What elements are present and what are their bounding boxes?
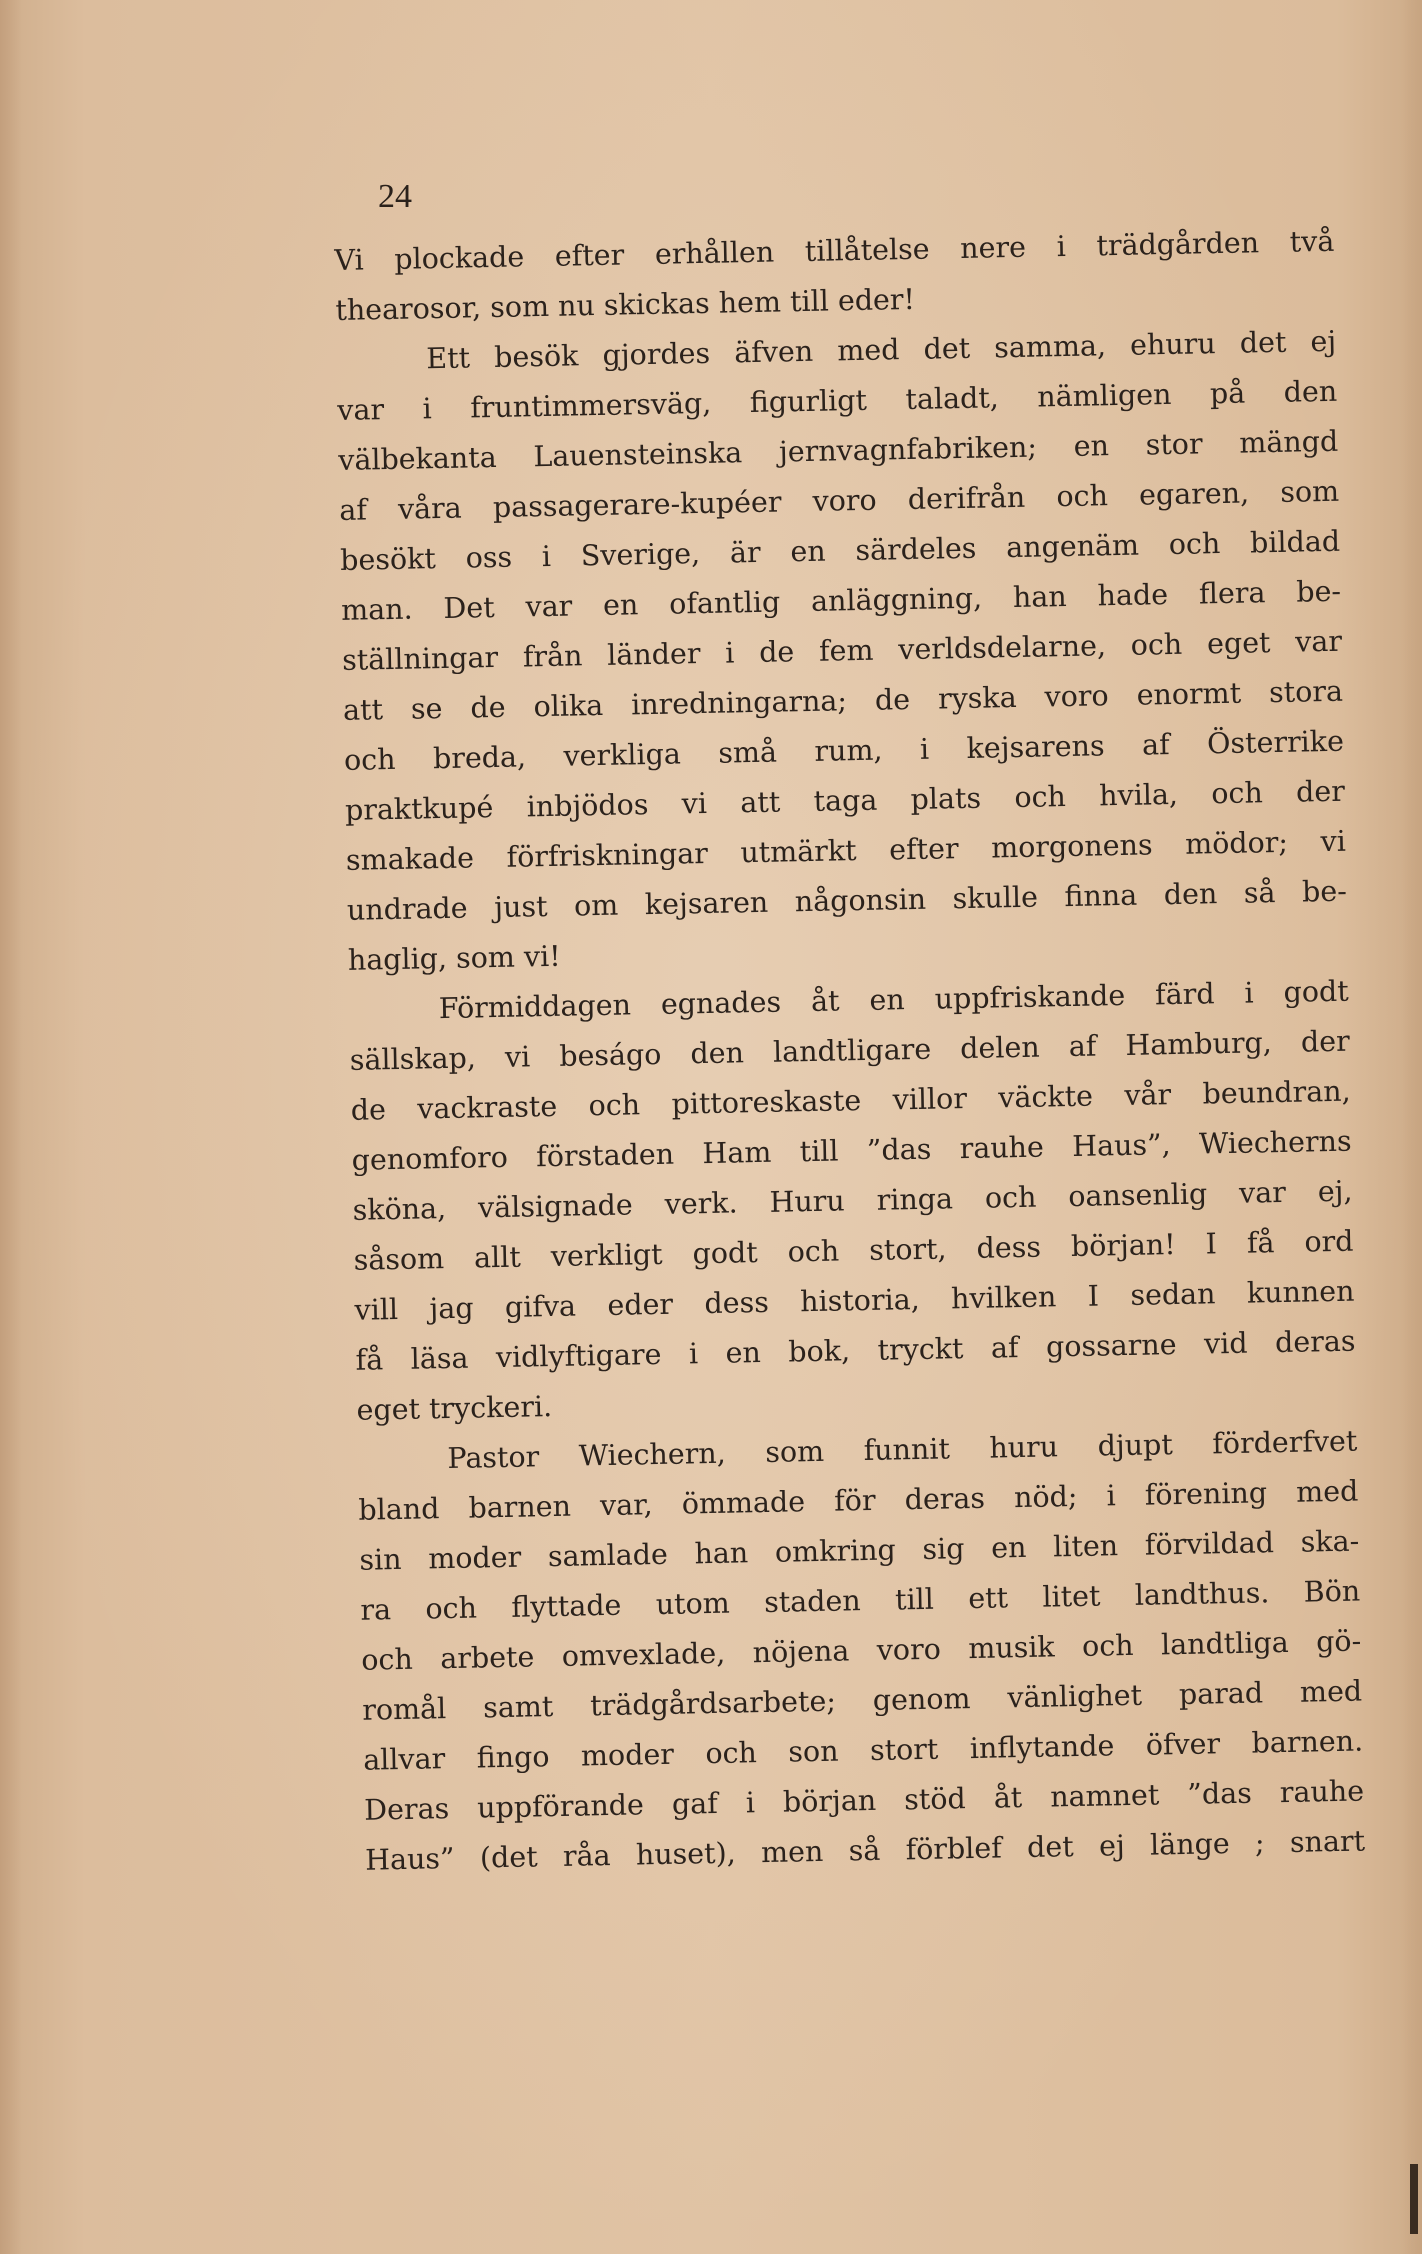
text-line: allvar fingo moder och son stort inflytande öfver barnen. xyxy=(362,1724,1364,1777)
text-line: man. Det var en ofantlig anläggning, han hade flera be- xyxy=(340,574,1342,627)
text-line: ställningar från länder i de fem verldsdelarne, och eget var xyxy=(341,624,1343,677)
page-number: 24 xyxy=(378,178,412,215)
text-line: få läsa vidlyftigare i en bok, tryckt af gossarne vid deras xyxy=(355,1324,1356,1377)
text-line: smakade förfriskningar utmärkt efter morgonens mödor; vi xyxy=(345,824,1347,877)
text-line: besökt oss i Sverige, är en särdeles angenäm och bildad xyxy=(339,524,1341,577)
text-line: såsom allt verkligt godt och stort, dess början! I få ord xyxy=(353,1224,1354,1277)
text-line: sin moder samlade han omkring sig en liten förvildad ska- xyxy=(359,1524,1360,1577)
text-line: undrade just om kejsaren någonsin skulle finna den så be- xyxy=(346,874,1348,927)
text-line: Pastor Wiechern, som funnit huru djupt förderfvet xyxy=(447,1424,1358,1476)
text-line: thearosor, som nu skickas hem till eder! xyxy=(335,282,916,327)
text-line: Deras uppförande gaf i början stöd åt namnet ”das rauhe xyxy=(363,1774,1365,1827)
text-line: Vi plockade efter erhållen tillåtelse nere i trädgården två xyxy=(334,224,1335,277)
text-line: romål samt trädgårdsarbete; genom vänlighet parad med xyxy=(361,1674,1363,1727)
text-line: var i fruntimmersväg, figurligt taladt, nämligen på den xyxy=(337,374,1338,427)
text-line: Förmiddagen egnades åt en uppfriskande färd i godt xyxy=(438,974,1350,1026)
text-line: ra och flyttade utom staden till ett litet landthus. Bön xyxy=(360,1574,1361,1627)
text-line: Haus” (det råa huset), men så förblef det ej länge ; snart xyxy=(364,1824,1366,1877)
text-line: att se de olika inredningarna; de ryska voro enormt stora xyxy=(342,674,1344,727)
page-edge-right xyxy=(1402,0,1422,2254)
text-line: Ett besök gjordes äfven med det samma, ehuru det ej xyxy=(426,324,1337,376)
text-line: genomforo förstaden Ham till ”das rauhe Haus”, Wiecherns xyxy=(351,1124,1352,1177)
text-line: välbekanta Lauensteinska jernvagnfabriken; en stor mängd xyxy=(337,424,1339,477)
body-text xyxy=(334,217,1365,1886)
text-line: eget tryckeri. xyxy=(356,1390,553,1427)
text-line: haglig, som vi! xyxy=(347,939,561,977)
text-line: vill jag gifva eder dess historia, hvilken I sedan kunnen xyxy=(354,1274,1355,1327)
text-line: de vackraste och pittoreskaste villor väckte vår beundran, xyxy=(350,1074,1351,1127)
text-line: bland barnen var, ömmade för deras nöd; i förening med xyxy=(358,1474,1359,1527)
text-line: sköna, välsignade verk. Huru ringa och oansenlig var ej, xyxy=(352,1174,1353,1227)
text-line: praktkupé inbjödos vi att taga plats och hvila, och der xyxy=(344,774,1346,827)
page-edge-left xyxy=(0,0,22,2254)
binding-mark xyxy=(1410,2164,1418,2234)
text-line: och breda, verkliga små rum, i kejsarens af Österrike xyxy=(343,724,1345,777)
text-line: sällskap, vi beságo den landtligare delen af Hamburg, der xyxy=(349,1024,1350,1077)
text-line: och arbete omvexlade, nöjena voro musik och landtliga gö- xyxy=(361,1624,1362,1677)
text-line: af våra passagerare-kupéer voro derifrån och egaren, som xyxy=(338,474,1340,527)
